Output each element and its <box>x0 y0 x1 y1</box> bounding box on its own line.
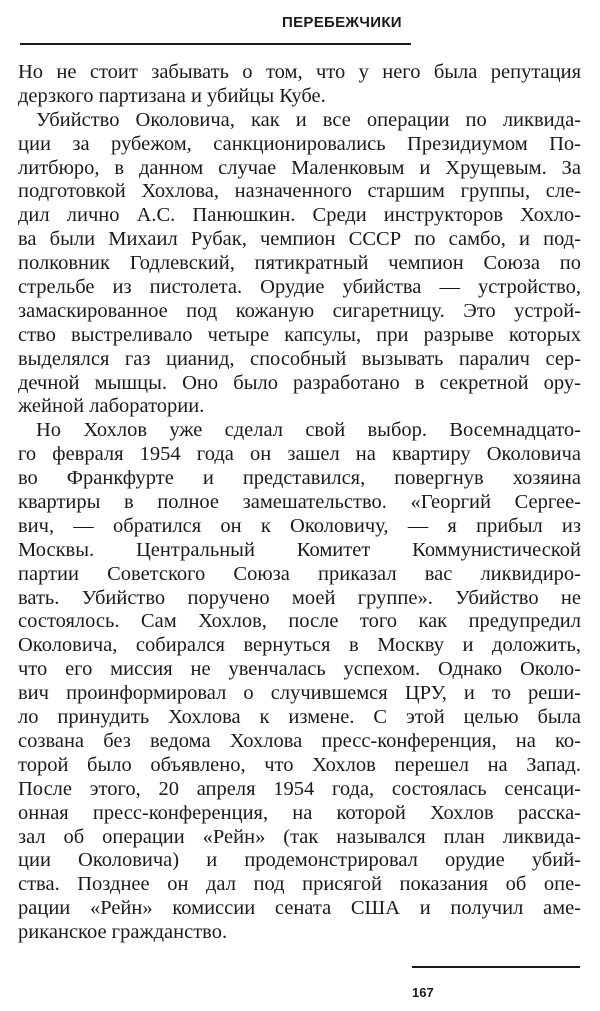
text-line: Убийство Околовича, как и все операции по ликвида- <box>36 108 581 131</box>
text-line: Но не стоит забывать о том, что у него была репутация <box>18 61 581 83</box>
text-line: После этого, 20 апреля 1954 года, состоялась сенсаци- <box>18 777 581 800</box>
text-line: состоялось. Сам Хохлов, после того как предупредил <box>18 610 581 633</box>
text-line: риканское гражданство. <box>18 921 228 944</box>
text-line: подготовкой Хохлова, назначенного старшим группы, сле- <box>18 180 581 203</box>
text-line: ва были Михаил Рубак, чемпион СССР по самбо, и под- <box>18 228 581 251</box>
text-line: Но Хохлов уже сделал свой выбор. Восемнадцато- <box>36 419 581 442</box>
text-line: созвана без ведома Хохлова пресс-конференция, на ко- <box>18 729 581 752</box>
text-line: Москвы. Центральный Комитет Коммунистической <box>18 538 581 561</box>
text-line: партии Советского Союза приказал вас ликвидиро- <box>18 562 581 585</box>
text-line: квартиры в полное замешательство. «Георгий Сергее- <box>18 491 581 514</box>
text-line: рации «Рейн» комиссии сената США и получил аме- <box>18 897 581 920</box>
running-title: ПЕРЕБЕЖЧИКИ <box>282 14 402 31</box>
text-line: ство выстреливало четыре капсулы, при разрыве которых <box>18 323 581 346</box>
text-line: Околовича, собирался вернуться в Москву и доложить, <box>18 634 581 657</box>
text-line: выделялся газ цианид, способный вызывать паралич сер- <box>18 347 581 370</box>
text-line: го февраля 1954 года он зашел на квартиру Околовича <box>18 443 581 466</box>
text-line: онная пресс-конференция, на которой Хохлов расска- <box>18 801 581 824</box>
text-line: ции Околовича) и продемонстрировал орудие убий- <box>18 849 581 872</box>
body-text <box>18 61 581 945</box>
text-line: стрельбе из пистолета. Орудие убийства — устройство, <box>18 276 581 299</box>
text-line: во Франкфурте и представился, повергнув хозяина <box>18 467 581 490</box>
page-number: 167 <box>412 985 434 1000</box>
text-line: дил лично А.С. Панюшкин. Среди инструкторов Хохло- <box>18 204 581 227</box>
text-line: вать. Убийство поручено моей группе». Убийство не <box>18 586 581 609</box>
text-line: ства. Позднее он дал под присягой показания об опе- <box>18 873 581 896</box>
header-rule <box>20 43 411 45</box>
text-line: полковник Годлевский, пятикратный чемпион Союза по <box>18 252 581 275</box>
text-line: дечной мышцы. Оно было разработано в секретной ору- <box>18 371 581 394</box>
text-line: что его миссия не увенчалась успехом. Однако Около- <box>18 658 581 681</box>
text-line: жейной лаборатории. <box>18 395 205 418</box>
text-line: дерзкого партизана и убийцы Кубе. <box>18 84 326 107</box>
text-line: ции за рубежом, санкционировались Президиумом По- <box>18 132 581 155</box>
text-line: вич проинформировал о случившемся ЦРУ, и то реши- <box>18 682 581 705</box>
footer-rule <box>412 966 580 968</box>
text-line: торой было объявлено, что Хохлов перешел на Запад. <box>18 753 581 776</box>
text-line: ло принудить Хохлова к измене. С этой целью была <box>18 706 581 729</box>
text-line: зал об операции «Рейн» (так назывался план ликвида- <box>18 825 581 848</box>
text-line: литбюро, в данном случае Маленковым и Хрущевым. За <box>18 156 581 179</box>
text-line: вич, — обратился он к Околовичу, — я прибыл из <box>18 514 581 537</box>
text-line: замаскированное под кожаную сигаретницу. Это устрой- <box>18 299 581 322</box>
